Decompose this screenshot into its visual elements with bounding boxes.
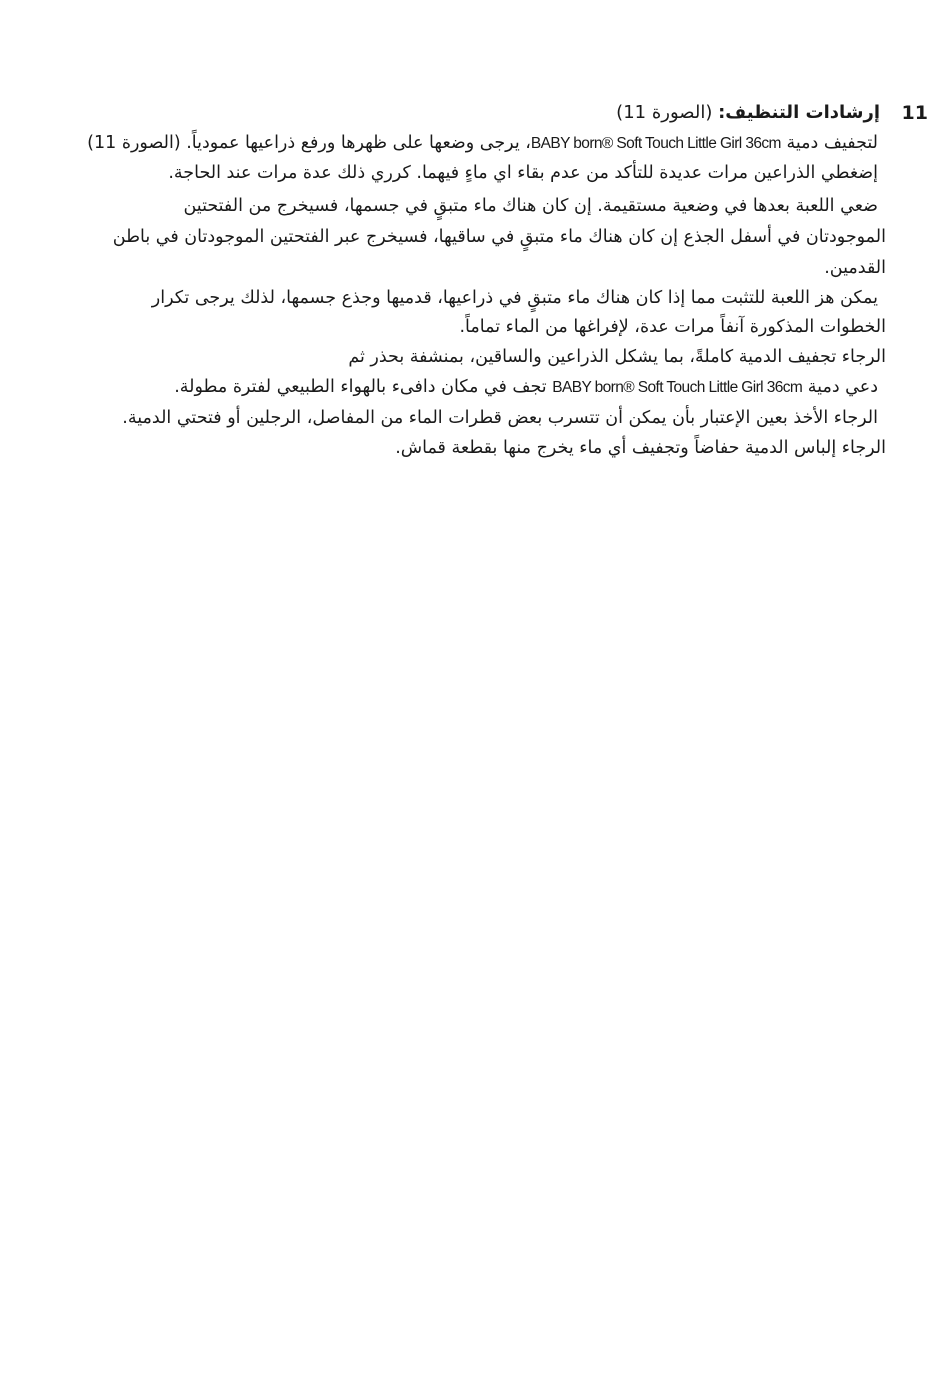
instruction-line-5: القدمين. (824, 258, 886, 278)
section-heading (616, 100, 880, 126)
instruction-line-1-start: لتجفيف دمية (780, 133, 878, 153)
instruction-line-9-start: دعي دمية (802, 377, 878, 397)
instruction-line-9 (174, 374, 878, 401)
brand-name: BABY born® Soft Touch Little Girl 36cm (530, 135, 781, 152)
instruction-line-7: الخطوات المذكورة آنفاً مرات عدة، لإفراغها من الماء تماماً. (459, 317, 886, 337)
section-heading-title: إرشادات التنظيف: (718, 102, 880, 123)
brand-name-repeat: BABY born® Soft Touch Little Girl 36cm (552, 379, 803, 396)
instruction-line-1 (87, 130, 878, 157)
instruction-line-10: الرجاء الأخذ بعين الإعتبار بأن يمكن أن تتسرب بعض قطرات الماء من المفاصل، الرجلين أو فتحتي الدمية. (122, 408, 878, 428)
instruction-line-1-end: ، يرجى وضعها على ظهرها ورفع ذراعيها عمودياً. (الصورة 11) (87, 133, 531, 153)
instruction-line-3: ضعي اللعبة بعدها في وضعية مستقيمة. إن كان هناك ماء متبقٍ في جسمها، فسيخرج من الفتحتين (183, 196, 878, 216)
section-number: 11 (901, 102, 928, 124)
instruction-line-6: يمكن هز اللعبة للتثبت مما إذا كان هناك ماء متبقٍ في ذراعيها، قدميها وجذع جسمها، لذلك يرجى تكرار (151, 288, 878, 308)
instruction-line-9-end: تجف في مكان دافىء بالهواء الطبيعي لفترة مطولة. (174, 377, 553, 397)
instruction-line-2: إضغطي الذراعين مرات عديدة للتأكد من عدم بقاء اي ماءٍ فيهما. كرري ذلك عدة مرات عند الحاجة. (168, 163, 878, 183)
instruction-line-8: الرجاء تجفيف الدمية كاملةً، بما يشكل الذراعين والساقين، بمنشفة بحذر ثم (348, 347, 886, 367)
instruction-line-11: الرجاء إلباس الدمية حفاضاً وتجفيف أي ماء يخرج منها بقطعة قماش. (395, 438, 886, 458)
section-heading-figure-ref: (الصورة 11) (616, 102, 719, 123)
instruction-line-4: الموجودتان في أسفل الجذع إن كان هناك ماء متبقٍ في ساقيها، فسيخرج عبر الفتحتين الموجودتان في باطن (112, 227, 886, 247)
